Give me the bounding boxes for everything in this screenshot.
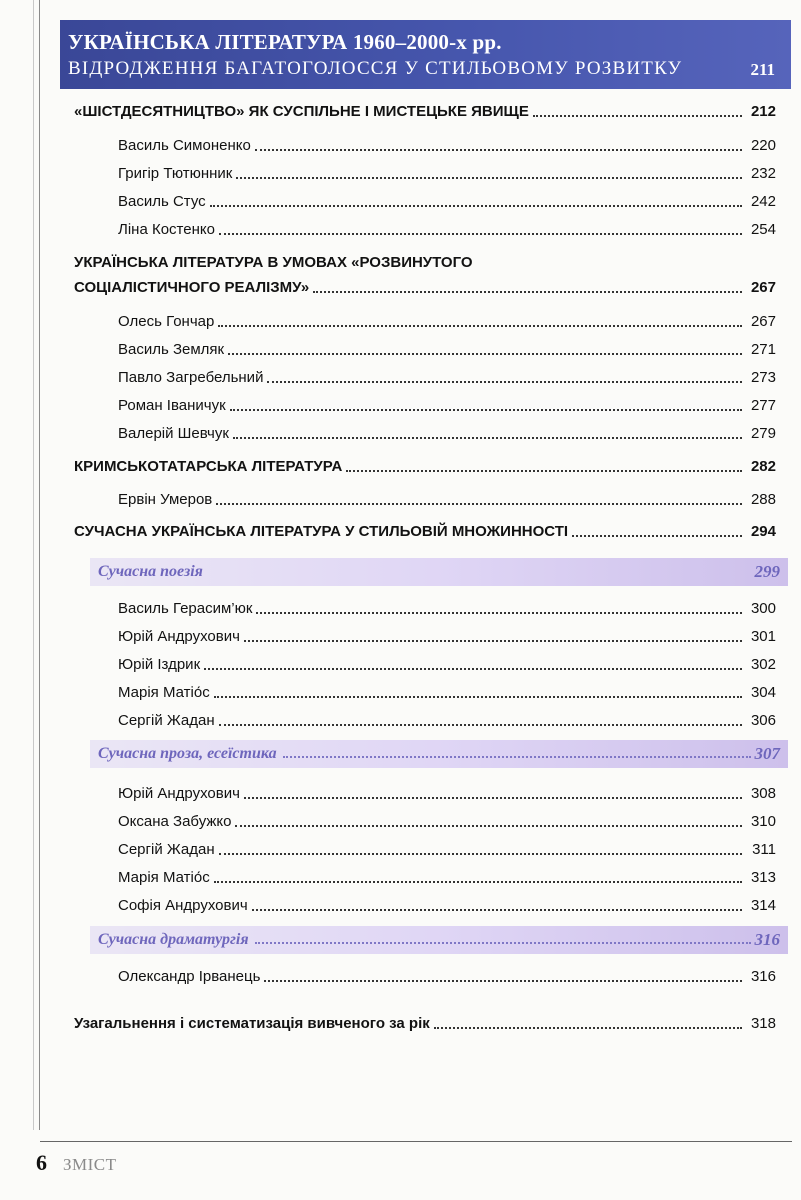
leader-dots — [267, 381, 742, 383]
author-page: 304 — [750, 684, 776, 701]
toc-entry-shistdesiatnytstvo[interactable] — [74, 100, 776, 122]
subsection-page: 307 — [754, 744, 780, 763]
toc-entry-author[interactable] — [118, 653, 776, 675]
leader-dots — [533, 115, 742, 117]
toc-entry-author[interactable] — [118, 782, 776, 804]
toc-entry-author[interactable] — [118, 366, 776, 388]
author-page: 279 — [750, 425, 776, 442]
leader-dots — [219, 853, 742, 855]
toc-entry-page: 318 — [750, 1015, 776, 1032]
author-name: Василь Герасим’юк — [118, 600, 253, 617]
author-page: 232 — [750, 165, 776, 182]
leader-dots — [210, 205, 742, 207]
toc-entry-modern[interactable] — [74, 520, 776, 542]
chapter-page: 211 — [750, 60, 775, 79]
author-name: Оксана Забужко — [118, 813, 232, 830]
author-page: 254 — [750, 221, 776, 238]
leader-dots — [252, 909, 742, 911]
subsection-title: Сучасна драматургія — [98, 931, 249, 948]
toc-entry-author[interactable] — [118, 310, 776, 332]
author-name: Григір Тютюнник — [118, 165, 233, 182]
leader-dots — [236, 177, 742, 179]
author-name: Василь Стус — [118, 193, 206, 210]
author-page: 288 — [750, 491, 776, 508]
author-page: 306 — [750, 712, 776, 729]
toc-entry-author[interactable] — [118, 625, 776, 647]
author-page: 267 — [750, 313, 776, 330]
leader-dots — [204, 668, 742, 670]
toc-entry-title: «ШІСТДЕСЯТНИЦТВО» ЯК СУСПІЛЬНЕ І МИСТЕЦЬКЕ ЯВИЩЕ — [74, 103, 529, 120]
leader-dots — [233, 437, 742, 439]
toc-entry-author[interactable] — [118, 218, 776, 240]
toc-entry-author[interactable] — [118, 894, 776, 916]
leader-dots — [434, 1027, 742, 1029]
author-name: Сергій Жадан — [118, 712, 215, 729]
leader-dots — [255, 942, 751, 944]
leader-dots — [244, 797, 742, 799]
author-name: Юрій Іздрик — [118, 656, 201, 673]
toc-entry-author[interactable] — [118, 866, 776, 888]
toc-entry-socrealism-line2[interactable] — [74, 276, 776, 298]
author-page: 220 — [750, 137, 776, 154]
author-page: 301 — [750, 628, 776, 645]
author-name: Василь Земляк — [118, 341, 225, 358]
author-page: 300 — [750, 600, 776, 617]
toc-entry-crimean-tatar[interactable] — [74, 455, 776, 477]
leader-dots — [228, 353, 742, 355]
author-page: 242 — [750, 193, 776, 210]
leader-dots — [230, 409, 742, 411]
author-name: Ервін Умеров — [118, 491, 213, 508]
chapter-subtitle: ВІДРОДЖЕННЯ БАГАТОГОЛОССЯ У СТИЛЬОВОМУ РОЗВИТКУ — [68, 58, 683, 79]
author-name: Валерій Шевчук — [118, 425, 229, 442]
toc-entry-summary[interactable] — [74, 1012, 776, 1034]
toc-entry-author[interactable] — [118, 338, 776, 360]
author-page: 277 — [750, 397, 776, 414]
leader-dots — [219, 233, 742, 235]
toc-entry-author[interactable] — [118, 134, 776, 156]
toc-entry-author[interactable] — [118, 709, 776, 731]
footer-rule — [40, 1141, 792, 1142]
leader-dots — [244, 640, 742, 642]
leader-dots — [214, 881, 742, 883]
chapter-banner — [60, 20, 791, 89]
author-page: 273 — [750, 369, 776, 386]
toc-entry-author[interactable] — [118, 162, 776, 184]
subsection-prose[interactable] — [90, 740, 788, 768]
toc-entry-author[interactable] — [118, 394, 776, 416]
leader-dots — [313, 291, 742, 293]
toc-entry-author[interactable] — [118, 810, 776, 832]
author-page: 311 — [752, 841, 776, 858]
author-page: 310 — [750, 813, 776, 830]
leader-dots — [256, 612, 742, 614]
author-name: Юрій Андрухович — [118, 628, 240, 645]
author-page: 308 — [750, 785, 776, 802]
leader-dots — [216, 503, 742, 505]
toc-entry-title: Узагальнення і систематизація вивченого за рік — [74, 1015, 430, 1032]
author-name: Юрій Андрухович — [118, 785, 240, 802]
toc-entry-author[interactable] — [118, 488, 776, 510]
leader-space — [209, 574, 751, 576]
author-name: Ліна Костенко — [118, 221, 215, 238]
author-name: Роман Іваничук — [118, 397, 226, 414]
subsection-drama[interactable] — [90, 926, 788, 954]
author-name: Марія Матіо́с — [118, 869, 210, 886]
author-page: 271 — [750, 341, 776, 358]
running-footer-section: ЗМІСТ — [63, 1155, 117, 1174]
toc-entry-title-line1: УКРАЇНСЬКА ЛІТЕРАТУРА В УМОВАХ «РОЗВИНУТОГО — [74, 254, 473, 271]
leader-dots — [235, 825, 742, 827]
leader-dots — [346, 470, 742, 472]
leader-dots — [572, 535, 742, 537]
subsection-title: Сучасна проза, есеїстика — [98, 745, 277, 762]
subsection-page: 316 — [754, 930, 780, 949]
author-name: Олександр Ірванець — [118, 968, 261, 985]
page-edge — [39, 0, 40, 1130]
toc-entry-author[interactable] — [118, 681, 776, 703]
leader-dots — [283, 756, 751, 758]
author-name: Софія Андрухович — [118, 897, 248, 914]
author-name: Сергій Жадан — [118, 841, 215, 858]
leader-dots — [219, 724, 742, 726]
toc-entry-author[interactable] — [118, 190, 776, 212]
author-page: 316 — [750, 968, 776, 985]
toc-entry-page: 267 — [750, 279, 776, 296]
leader-dots — [255, 149, 742, 151]
author-page: 302 — [750, 656, 776, 673]
leader-dots — [264, 980, 742, 982]
toc-entry-author[interactable] — [118, 422, 776, 444]
toc-entry-page: 282 — [750, 458, 776, 475]
author-name: Марія Матіо́с — [118, 684, 210, 701]
page-number: 6 — [36, 1150, 47, 1175]
page-edge-outer — [33, 0, 34, 1130]
author-name: Василь Симоненко — [118, 137, 251, 154]
toc-entry-title: СУЧАСНА УКРАЇНСЬКА ЛІТЕРАТУРА У СТИЛЬОВІЙ МНОЖИННОСТІ — [74, 523, 569, 540]
leader-dots — [218, 325, 742, 327]
toc-entry-page: 212 — [750, 103, 776, 120]
author-name: Павло Загребельний — [118, 369, 264, 386]
toc-entry-author[interactable] — [118, 838, 776, 860]
chapter-title: УКРАЇНСЬКА ЛІТЕРАТУРА 1960–2000-х рр. — [68, 30, 502, 54]
author-page: 313 — [750, 869, 776, 886]
author-page: 314 — [750, 897, 776, 914]
subsection-poetry[interactable] — [90, 558, 788, 586]
toc-entry-author[interactable] — [118, 965, 776, 987]
author-name: Олесь Гончар — [118, 313, 215, 330]
subsection-page: 299 — [754, 562, 780, 581]
subsection-title: Сучасна поезія — [98, 563, 203, 580]
toc-entry-title-line2: СОЦІАЛІСТИЧНОГО РЕАЛІЗМУ» — [74, 279, 310, 296]
toc-entry-page: 294 — [750, 523, 776, 540]
toc-entry-author[interactable] — [118, 597, 776, 619]
toc-entry-title: КРИМСЬКОТАТАРСЬКА ЛІТЕРАТУРА — [74, 458, 343, 475]
leader-dots — [214, 696, 742, 698]
